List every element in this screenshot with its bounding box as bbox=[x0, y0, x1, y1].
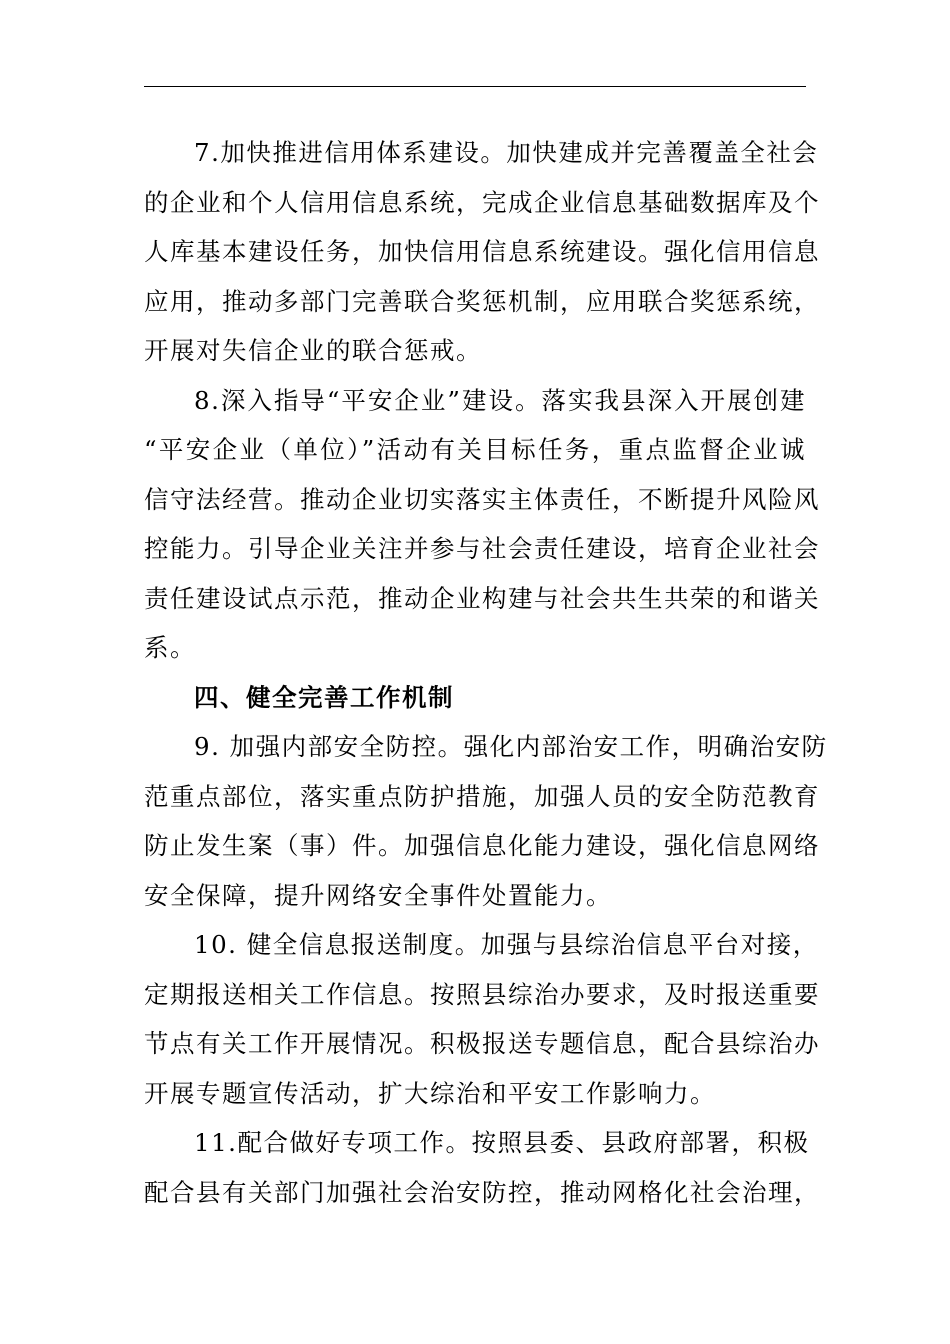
paragraph-line: 配合县有关部门加强社会治安防控，推动网格化社会治理， bbox=[144, 1177, 820, 1207]
paragraph-11 bbox=[144, 1118, 820, 1217]
paragraph-line: 定期报送相关工作信息。按照县综治办要求，及时报送重要 bbox=[144, 979, 820, 1009]
paragraph-line: 节点有关工作开展情况。积极报送专题信息，配合县综治办 bbox=[144, 1029, 820, 1058]
document-body bbox=[144, 128, 828, 1217]
paragraph-line: 信守法经营。推动企业切实落实主体责任，不断提升风险风 bbox=[144, 484, 820, 514]
paragraph-line: 8.深入指导“平安企业”建设。落实我县深入开展创建 bbox=[194, 385, 806, 415]
paragraph-line: 11.配合做好专项工作。按照县委、县政府部署，积极 bbox=[194, 1128, 810, 1157]
paragraph-line: 开展专题宣传活动，扩大综治和平安工作影响力。 bbox=[144, 1078, 716, 1108]
paragraph-line: 应用，推动多部门完善联合奖惩机制，应用联合奖惩系统， bbox=[144, 286, 820, 316]
paragraph-line: 开展对失信企业的联合惩戒。 bbox=[144, 336, 482, 365]
paragraph-line: 安全保障，提升网络安全事件处置能力。 bbox=[144, 880, 612, 910]
paragraph-line: 防止发生案（事）件。加强信息化能力建设，强化信息网络 bbox=[144, 831, 820, 860]
paragraph-line: 控能力。引导企业关注并参与社会责任建设，培育企业社会 bbox=[144, 534, 820, 563]
paragraph-10 bbox=[144, 920, 820, 1118]
paragraph-9 bbox=[144, 722, 828, 920]
paragraph-line: 人库基本建设任务，加快信用信息系统建设。强化信用信息 bbox=[144, 237, 820, 266]
paragraph-line: 范重点部位，落实重点防护措施，加强人员的安全防范教育 bbox=[144, 781, 820, 811]
header-rule bbox=[144, 86, 806, 87]
paragraph-line: 的企业和个人信用信息系统，完成企业信息基础数据库及个 bbox=[144, 187, 820, 217]
paragraph-line: 10. 健全信息报送制度。加强与县综治信息平台对接， bbox=[194, 930, 819, 959]
paragraph-7 bbox=[144, 128, 820, 376]
section-heading bbox=[144, 673, 806, 723]
paragraph-8 bbox=[144, 376, 820, 673]
paragraph-line: 责任建设试点示范，推动企业构建与社会共生共荣的和谐关 bbox=[144, 583, 820, 613]
paragraph-line: 7.加快推进信用体系建设。加快建成并完善覆盖全社会 bbox=[194, 138, 819, 167]
paragraph-line: 9. 加强内部安全防控。强化内部治安工作，明确治安防 bbox=[194, 732, 828, 761]
paragraph-line: 系。 bbox=[144, 633, 196, 662]
paragraph-line: “平安企业（单位）”活动有关目标任务，重点监督企业诚 bbox=[144, 435, 806, 464]
section-heading-text: 四、健全完善工作机制 bbox=[194, 682, 454, 712]
